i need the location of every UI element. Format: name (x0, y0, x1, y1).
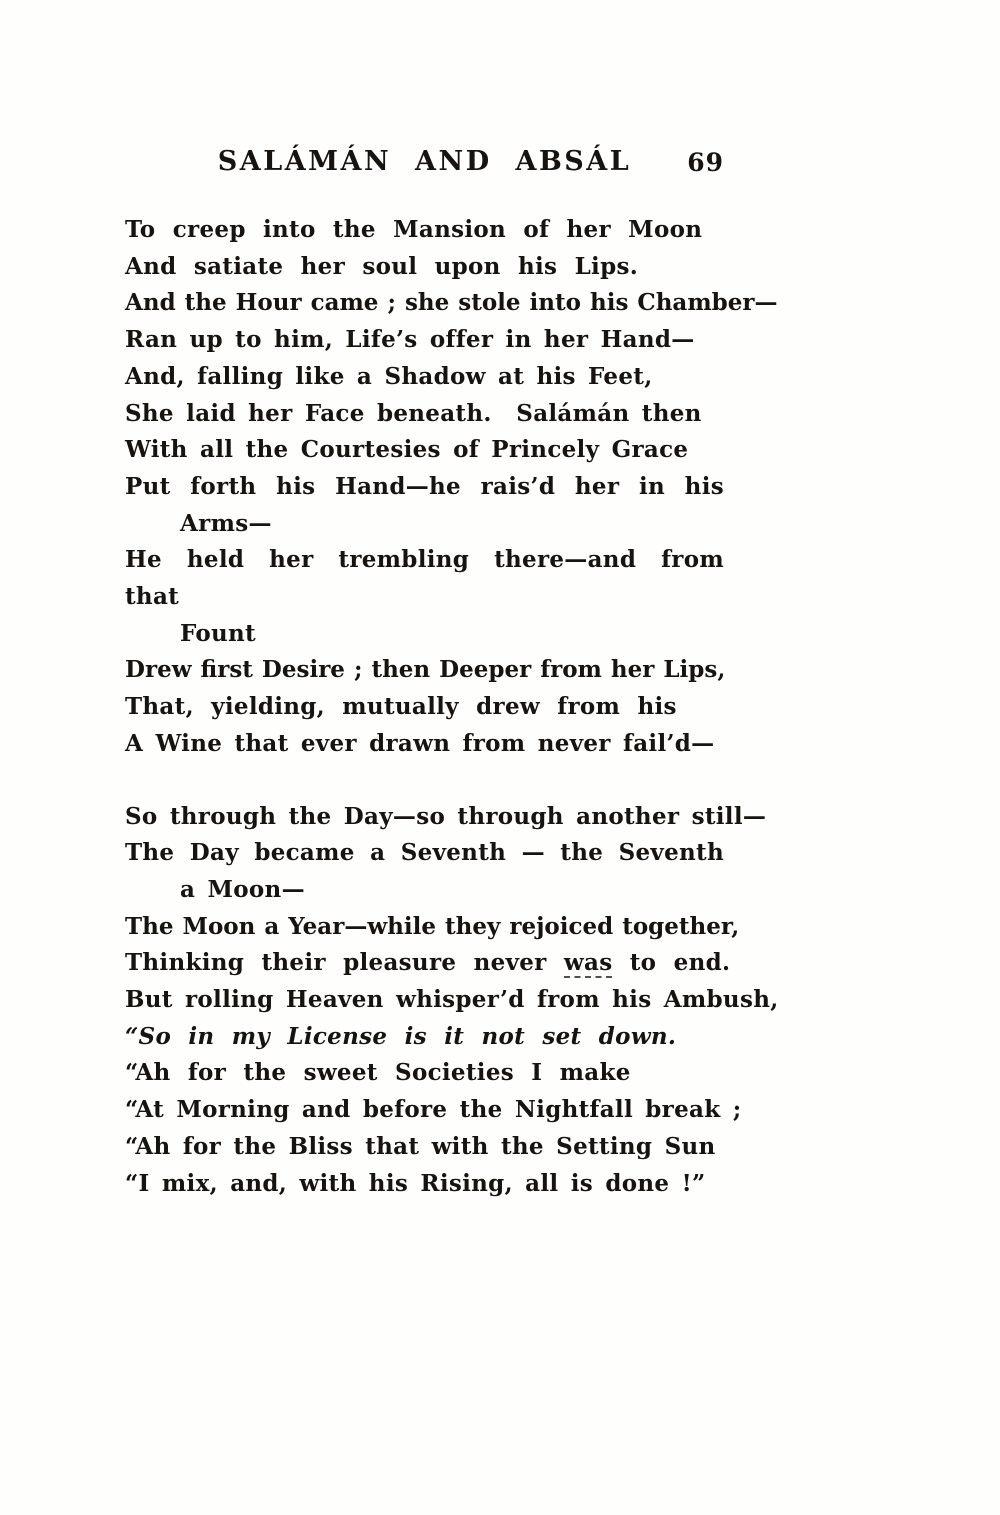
poem-line: Drew first Desire ; then Deeper from her Lips, (125, 656, 726, 684)
running-header (125, 145, 724, 179)
poem-line: “Ah for the sweet Societies I make (125, 1059, 631, 1087)
poem (125, 212, 779, 1202)
poem-line: With all the Courtesies of Princely Grace (125, 436, 689, 464)
poem-line: But rolling Heaven whisper’d from his Ambush, (125, 986, 779, 1014)
poem-line: So through the Day—so through another still— (125, 802, 767, 830)
poem-line: And the Hour came ; she stole into his Chamber— (125, 289, 778, 317)
poem-line: And, falling like a Shadow at his Feet, (125, 362, 653, 390)
page-number: 69 (687, 148, 724, 177)
poem-line: To creep into the Mansion of her Moon (125, 216, 703, 243)
poem-line: That, yielding, mutually drew from his (125, 693, 677, 721)
poem-line: The Day became a Seventh — the Seventh (125, 839, 724, 867)
poem-line: Fount (180, 619, 256, 647)
underlined-word: was (563, 949, 613, 977)
poem-line: “Ah for the Bliss that with the Setting Sun (125, 1132, 716, 1160)
stanza (125, 799, 779, 1203)
poem-line: Thinking their pleasure never was to end. (125, 949, 731, 977)
poem-line: “At Morning and before the Nightfall break ; (125, 1096, 742, 1124)
poem-line: “So in my License is it not set down. (125, 1022, 677, 1050)
stanza (125, 212, 778, 763)
poem-line: Put forth his Hand—he rais’d her in his (125, 472, 724, 500)
poem-line: The Moon a Year—while they rejoiced together, (125, 912, 740, 940)
page-title: SALÁMÁN AND ABSÁL (217, 146, 632, 177)
poem-line: He held her trembling there—and from that (125, 546, 724, 611)
poem-line: She laid her Face beneath. Salámán then (125, 399, 702, 427)
poem-line: “I mix, and, with his Rising, all is done !” (125, 1169, 706, 1197)
poem-line: Arms— (180, 509, 272, 537)
poem-line: a Moon— (180, 875, 305, 903)
poem-line: A Wine that ever drawn from never fail’d— (125, 729, 715, 757)
poem-line: Ran up to him, Life’s offer in her Hand— (125, 326, 695, 354)
poem-line: And satiate her soul upon his Lips. (125, 252, 639, 280)
